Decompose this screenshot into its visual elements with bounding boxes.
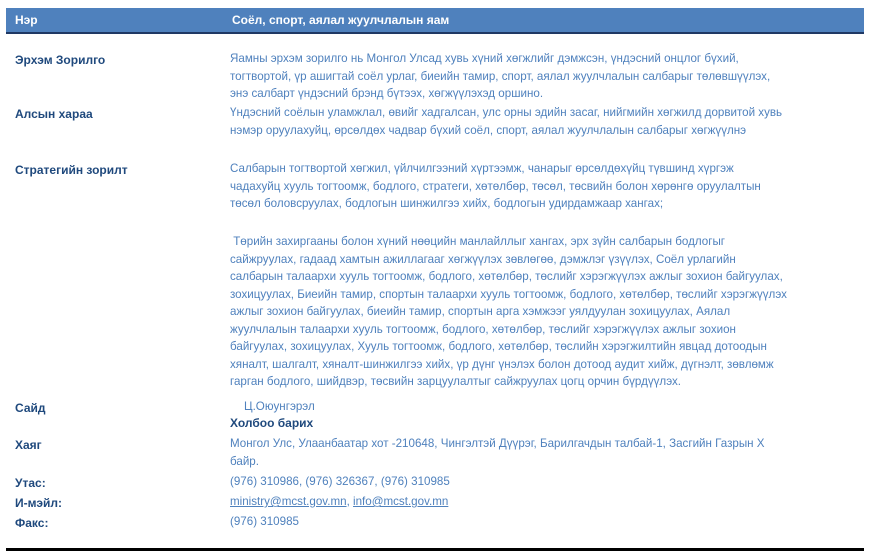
mission-line: тогтвортой, үр ашигтай соёл урлаг, биеийн тамир, спорт, аялал жуулчлалын салбарыг төлөвшүүлэх, <box>230 69 771 83</box>
strategy-line: сайжруулах, гадаад хамтын ажиллагааг хөгжүүлэх зөвлөгөө, дэмжлэг үзүүлэх, Соёл урлагийн <box>230 252 736 266</box>
strategy-line: ажлыг зохион байгуулах, биеийн тамир, спортын арга хэмжээг уялдуулан зохицуулах, Аялал <box>230 305 731 318</box>
strategy-line: Төрийн захиргааны болон хүний нөөцийн манлайллыг хангах, эрх зүйн салбарын бодлогыг <box>230 235 726 248</box>
vision-line: Үндэсний соёлын уламжлал, өвийг хадгалсан, улс орны эдийн засаг, нийгмийн хөгжилд дорвитой хувь <box>230 106 783 119</box>
strategy-line: чадахуйц хууль тогтоомж, бодлого, стратеги, хөтөлбөр, төсөл, төсвийн болон хөрөнгө оруулалтын <box>230 179 761 193</box>
bottom-divider <box>6 548 864 551</box>
header-name-label: Нэр <box>15 13 38 27</box>
strategy-para-1 <box>230 160 860 213</box>
vision-text <box>230 104 860 139</box>
vision-line: нэмэр оруулахуйц, өрсөлдөх чадвар бүхий соёл, спорт, аялал жуулчлалын салбарыг хөгжүүлнэ <box>230 123 747 137</box>
fax-label: Факс: <box>15 516 49 530</box>
address-line: байр. <box>230 454 259 468</box>
strategy-line: байгуулах, зохицуулах, Хууль тогтоомж, бодлого, хөтөлбөр, төслийн хэрэгжилтийн явцад дотоодын <box>230 340 767 353</box>
table-header <box>6 8 864 34</box>
minister-label: Сайд <box>15 401 46 415</box>
address-label: Хаяг <box>15 438 42 452</box>
strategy-para-2 <box>230 233 860 391</box>
contact-title: Холбоо барих <box>230 416 314 430</box>
email-label: И-мэйл: <box>15 496 62 510</box>
email-link-ministry[interactable]: ministry@mcst.gov.mn <box>230 495 347 508</box>
minister-name: Ц.Оюунгэрэл <box>244 400 315 413</box>
strategy-line: Салбарын тогтвортой хөгжил, үйлчилгээний хүртээмж, чанарыг өрсөлдөхүйц түвшинд хүргэж <box>230 162 734 175</box>
address-line: Монгол Улс, Улаанбаатар хот -210648, Чингэлтэй Дүүрэг, Барилгачдын талбай-1, Засгийн Газрын Х <box>230 437 765 450</box>
header-ministry-name: Соёл, спорт, аялал жуулчлалын яам <box>232 13 450 27</box>
email-link-info[interactable]: info@mcst.gov.mn <box>353 495 449 508</box>
address-text <box>230 435 860 470</box>
vision-label: Алсын хараа <box>15 107 93 121</box>
strategy-line: салбарын талаархи хууль тогтоомж, бодлого, хөтөлбөр, төслийг хэрэгжүүлэх ажлыг зохион байгуулах, <box>230 270 783 283</box>
fax-value: (976) 310985 <box>230 515 299 528</box>
strategy-label: Стратегийн зорилт <box>15 163 128 177</box>
email-separator: , <box>346 495 354 508</box>
strategy-line: зохицуулах, Биеийн тамир, спортын талаархи хууль тогтоомж, бодлого, хөтөлбөр, төслийг хэрэгжүүлэх <box>230 287 787 301</box>
mission-label: Эрхэм Зорилго <box>15 53 106 67</box>
email-values <box>230 493 860 511</box>
phone-value: (976) 310986, (976) 326367, (976) 310985 <box>230 475 450 488</box>
mission-text <box>230 50 860 103</box>
strategy-line: жуулчлалын талаархи хууль тогтоомж, бодлого, хөтөлбөр, төслийг хэрэгжүүлэх ажлыг зохион <box>230 322 736 336</box>
phone-label: Утас: <box>15 476 46 490</box>
strategy-line: гарган бодлого, шийдвэр, төсвийн зарцуулалтыг сайжруулах цогц орчин бүрдүүлэх. <box>230 375 681 388</box>
mission-line: энэ салбарт үндэсний брэнд бүтээх, хөгжүүлэхэд оршино. <box>230 87 544 100</box>
strategy-line: хяналт, шалгалт, хяналт-шинжилгээ хийх, үр дүнг үнэлэх болон дотоод аудит хийж, дүгнэлт, зөвлөмж <box>230 357 774 371</box>
mission-line: Яамны эрхэм зорилго нь Монгол Улсад хувь хүний хөгжлийг дэмжсэн, үндэсний онцлог бүхий, <box>230 52 739 65</box>
strategy-line: төсөл боловсруулах, бодлогын шинжилгээ хийх, бодлогын удирдамжаар хангах; <box>230 197 664 210</box>
